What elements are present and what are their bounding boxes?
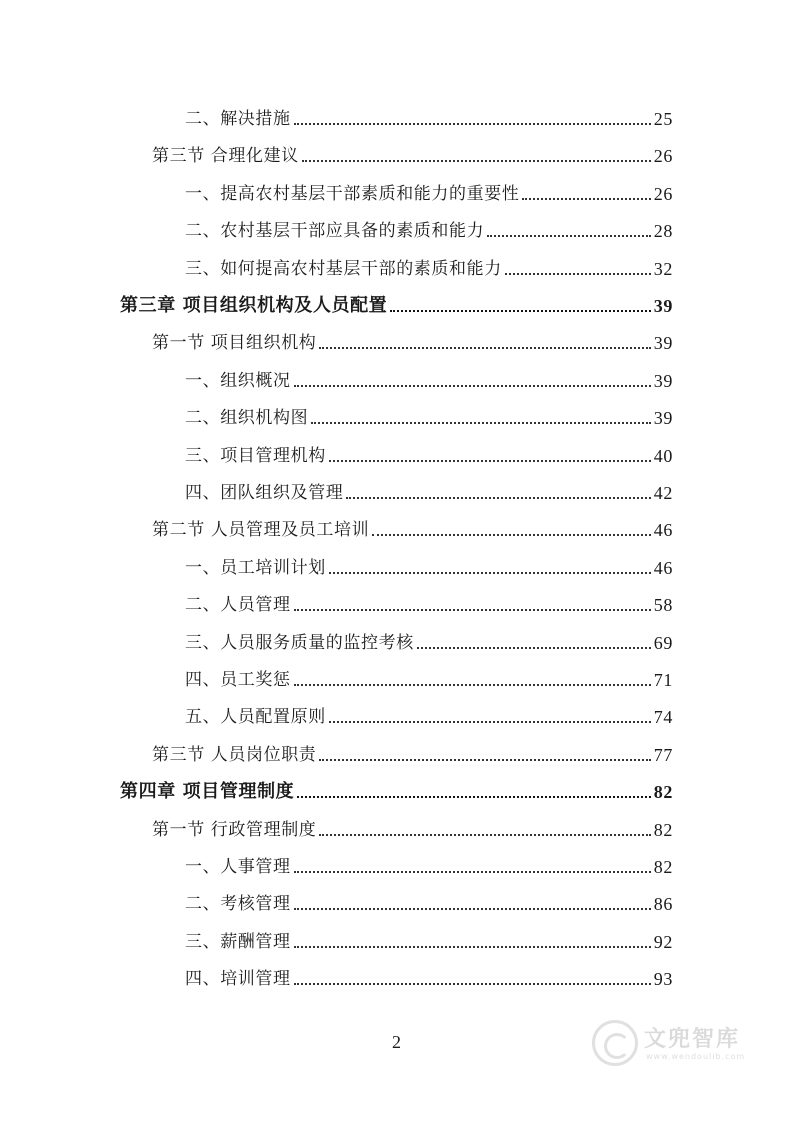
toc-entry-page: 26 xyxy=(653,146,673,167)
toc-entry-title: 二、组织机构图 xyxy=(185,408,309,429)
toc-entry-title: 第三节 人员岗位职责 xyxy=(152,744,317,765)
toc-entry-title: 第一节 项目组织机构 xyxy=(152,333,317,354)
toc-entry-item[interactable] xyxy=(185,250,673,280)
watermark-text: 文兜智库 xyxy=(644,1027,741,1052)
toc-entry-title: 一、提高农村基层干部素质和能力的重要性 xyxy=(185,183,520,204)
toc-entry-title: 四、员工奖惩 xyxy=(185,670,291,690)
toc-entry-item[interactable] xyxy=(185,399,673,429)
toc-entry-section[interactable] xyxy=(152,324,673,354)
toc-entry-page: 82 xyxy=(653,782,673,803)
toc-entry-section[interactable] xyxy=(152,736,673,766)
toc-entry-item[interactable] xyxy=(185,624,673,654)
toc-entry-item[interactable] xyxy=(185,698,673,728)
toc-leader-dots xyxy=(311,422,651,424)
toc-entry-title: 第三章 项目组织机构及人员配置 xyxy=(120,295,388,316)
toc-entry-item[interactable] xyxy=(185,923,673,953)
toc-entry-item[interactable] xyxy=(185,848,673,878)
toc-entry-item[interactable] xyxy=(185,885,673,915)
toc-entry-item[interactable] xyxy=(185,175,673,205)
toc-entry-section[interactable] xyxy=(152,811,673,841)
toc-entry-title: 二、解决措施 xyxy=(185,109,291,129)
toc-entry-page: 92 xyxy=(653,931,673,952)
toc-entry-page: 39 xyxy=(653,296,673,316)
toc-entry-page: 71 xyxy=(653,670,673,690)
toc-leader-dots xyxy=(294,908,651,910)
toc-entry-title: 三、人员服务质量的监控考核 xyxy=(185,632,414,653)
toc-entry-item[interactable] xyxy=(185,549,673,579)
toc-entry-page: 74 xyxy=(653,707,673,728)
toc-entry-page: 40 xyxy=(653,445,673,466)
toc-entry-page: 46 xyxy=(653,520,673,541)
logo-icon xyxy=(592,1020,638,1066)
toc-entry-page: 77 xyxy=(653,744,673,765)
toc-entry-title: 一、人事管理 xyxy=(185,857,291,877)
toc-entry-item[interactable] xyxy=(185,661,673,691)
toc-entry-section[interactable] xyxy=(152,137,673,167)
toc-entry-page: 46 xyxy=(653,557,673,578)
toc-entry-title: 四、团队组织及管理 xyxy=(185,483,344,503)
toc-entry-title: 三、项目管理机构 xyxy=(185,445,326,466)
toc-entry-item[interactable] xyxy=(185,586,673,616)
toc-leader-dots xyxy=(297,796,651,798)
toc-entry-page: 32 xyxy=(653,258,673,279)
toc-entry-page: 58 xyxy=(653,595,673,616)
toc-entry-page: 39 xyxy=(653,370,673,391)
toc-entry-chapter[interactable] xyxy=(120,287,673,317)
toc-leader-dots xyxy=(346,497,650,499)
toc-entry-title: 二、人员管理 xyxy=(185,595,291,616)
toc-entry-section[interactable] xyxy=(152,511,673,541)
toc-leader-dots xyxy=(294,123,651,125)
toc-entry-page: 26 xyxy=(653,183,673,204)
toc-entry-page: 86 xyxy=(653,894,673,915)
toc-entry-page: 82 xyxy=(653,819,673,840)
toc-entry-page: 28 xyxy=(653,221,673,242)
page-number: 2 xyxy=(392,1032,401,1052)
toc-leader-dots xyxy=(319,347,650,349)
watermark xyxy=(592,1016,762,1076)
toc-leader-dots xyxy=(417,647,651,649)
toc-leader-dots xyxy=(390,310,651,312)
toc-entry-title: 第二节 人员管理及员工培训 xyxy=(152,520,370,541)
toc-entry-title: 五、人员配置原则 xyxy=(185,707,326,728)
toc-entry-item[interactable] xyxy=(185,474,673,504)
toc-leader-dots xyxy=(302,160,651,162)
toc-entry-page: 93 xyxy=(653,969,673,990)
toc-leader-dots xyxy=(372,534,651,536)
toc-entry-item[interactable] xyxy=(185,960,673,990)
toc-entry-item[interactable] xyxy=(185,437,673,467)
toc-leader-dots xyxy=(329,460,651,462)
toc-leader-dots xyxy=(487,235,651,237)
toc-leader-dots xyxy=(294,684,651,686)
toc-leader-dots xyxy=(294,871,651,873)
toc-entry-title: 三、薪酬管理 xyxy=(185,931,291,952)
toc-entry-page: 39 xyxy=(653,333,673,354)
toc-leader-dots xyxy=(294,609,651,611)
toc-entry-title: 一、组织概况 xyxy=(185,370,291,391)
toc-leader-dots xyxy=(294,385,651,387)
toc-leader-dots xyxy=(294,983,651,985)
toc-entry-page: 82 xyxy=(653,857,673,877)
toc-entry-title: 四、培训管理 xyxy=(185,969,291,990)
toc-entry-item[interactable] xyxy=(185,212,673,242)
toc-leader-dots xyxy=(329,572,651,574)
toc-leader-dots xyxy=(522,198,650,200)
toc-entry-title: 三、如何提高农村基层干部的素质和能力 xyxy=(185,258,502,279)
toc-entry-item[interactable] xyxy=(185,100,673,130)
toc-entry-title: 二、考核管理 xyxy=(185,894,291,915)
watermark-url: www.wendoulib.com xyxy=(646,1052,746,1061)
toc-leader-dots xyxy=(505,273,651,275)
toc-entry-chapter[interactable] xyxy=(120,773,673,803)
toc-leader-dots xyxy=(294,946,651,948)
toc-entry-item[interactable] xyxy=(185,362,673,392)
toc-leader-dots xyxy=(319,759,650,761)
toc-leader-dots xyxy=(329,721,651,723)
toc-entry-page: 39 xyxy=(653,408,673,429)
toc-entry-page: 69 xyxy=(653,632,673,653)
toc-entry-title: 一、员工培训计划 xyxy=(185,557,326,578)
toc-entry-title: 二、农村基层干部应具备的素质和能力 xyxy=(185,221,485,242)
toc-entry-page: 25 xyxy=(653,109,673,129)
toc-entry-title: 第三节 合理化建议 xyxy=(152,146,299,167)
toc-entry-title: 第一节 行政管理制度 xyxy=(152,819,317,840)
toc-entry-page: 42 xyxy=(653,483,673,503)
toc-entry-title: 第四章 项目管理制度 xyxy=(120,781,295,803)
toc-leader-dots xyxy=(319,834,650,836)
